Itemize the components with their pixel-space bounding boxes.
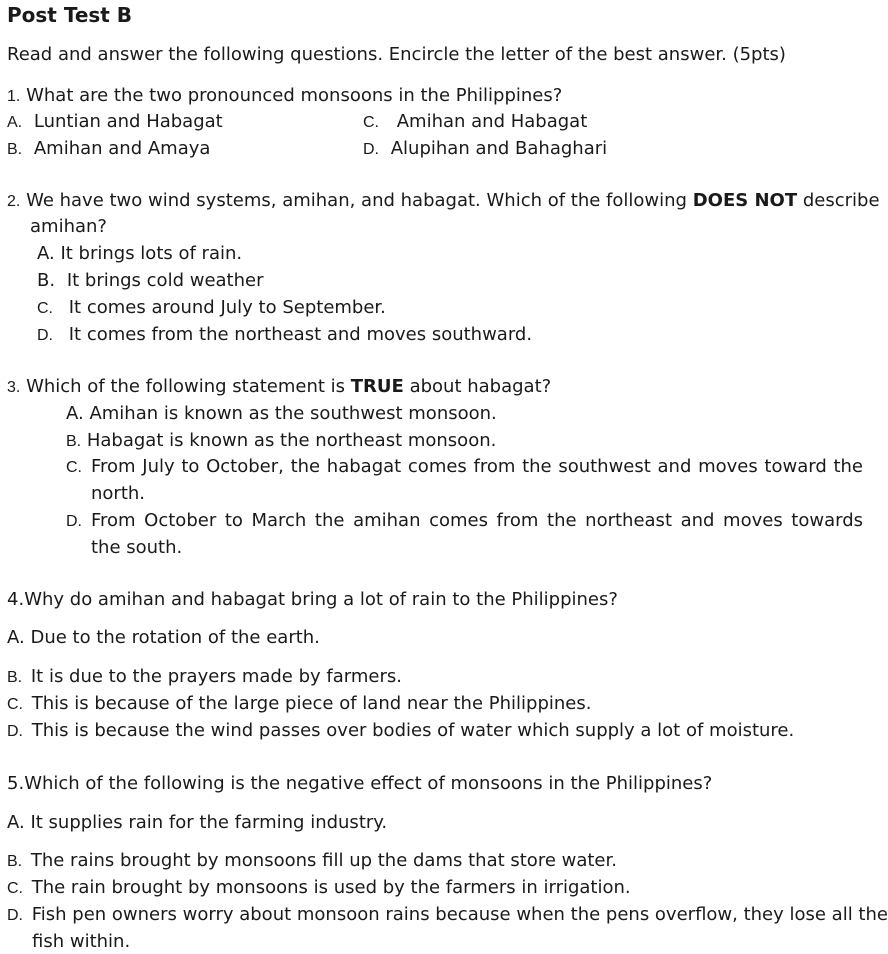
option-text: Habagat is known as the northeast monsoon. [86,430,497,451]
page-title: Post Test B [7,3,133,27]
q5-option-a[interactable] [7,811,387,835]
q4-option-c[interactable] [7,692,591,717]
q5-option-b[interactable] [7,849,617,874]
option-text: It is due to the prayers made by farmers. [30,666,402,687]
question-text: What are the two pronounced monsoons in the Philippines? [26,85,563,106]
option-letter: C. [7,696,23,713]
q1-option-a[interactable] [7,110,223,135]
option-letter: B. [7,141,23,158]
q3-option-a[interactable] [66,402,497,426]
option-letter: A. [37,243,55,264]
option-text: Fish pen owners worry about monsoon rains because when the pens overflow, they lose all the [31,904,888,925]
question-text: Which of the following statement is [26,376,351,397]
q1-option-c[interactable] [363,110,587,135]
q3-option-c[interactable]: From July to October, the habagat comes from the southwest and moves toward the north. [91,456,863,504]
q2-option-d[interactable] [37,323,532,348]
question-4 [7,588,618,612]
q2-option-a[interactable] [37,242,242,266]
option-text: It brings lots of rain. [60,243,243,264]
option-letter: D. [7,907,23,924]
q4-option-d[interactable] [7,719,794,744]
option-text: Amihan is known as the southwest monsoon. [89,403,497,424]
question-1 [7,84,562,109]
option-letter: D. [7,723,23,740]
instructions: Read and answer the following questions. Encircle the letter of the best answer. (5pts) [7,44,786,65]
option-letter: D. [363,141,379,158]
option-text: It comes around July to September. [68,297,386,318]
q3-option-b[interactable] [66,429,496,454]
question-text: Why do amihan and habagat bring a lot of rain to the Philippines? [24,589,618,610]
question-text-end: describe [797,190,880,211]
question-emphasis: DOES NOT [692,190,798,211]
option-letter: A. [7,114,23,131]
question-2-continued: amihan? [30,216,107,237]
question-2 [7,189,880,214]
q5-option-c[interactable] [7,876,631,901]
option-letter: B. [7,669,23,686]
q4-option-b[interactable] [7,665,402,690]
option-text: Alupihan and Bahaghari [390,138,608,159]
option-text: Luntian and Habagat [33,111,223,132]
question-number: 2. [7,193,21,210]
option-text: Amihan and Habagat [396,111,588,132]
question-number: 3. [7,379,21,396]
question-number: 5. [7,773,25,794]
option-letter: B. [66,433,82,450]
question-number: 4. [7,589,25,610]
q3-option-d[interactable]: From October to March the amihan comes from the northeast and moves towards the south. [91,510,863,558]
option-text: The rain brought by monsoons is used by the farmers in irrigation. [31,877,631,898]
option-text: Amihan and Amaya [33,138,211,159]
question-text-end: about habagat? [403,376,552,397]
option-text: This is because of the large piece of land near the Philippines. [31,693,592,714]
option-letter: C. [363,114,379,131]
q4-option-a[interactable] [7,626,320,650]
q1-option-b[interactable] [7,137,210,162]
q5-option-d[interactable] [7,903,888,928]
question-5 [7,772,712,796]
option-text: It supplies rain for the farming industry. [30,812,388,833]
question-3 [7,375,551,400]
option-letter: B. [7,853,23,870]
option-text: Due to the rotation of the earth. [30,627,320,648]
option-text: This is because the wind passes over bodies of water which supply a lot of moisture. [31,720,795,741]
option-letter: D. [37,327,53,344]
option-letter: B. [37,270,56,291]
q2-option-c[interactable] [37,296,386,321]
question-number: 1. [7,88,21,105]
option-letter: A. [66,403,84,424]
option-letter: A. [7,812,25,833]
question-text: We have two wind systems, amihan, and habagat. Which of the following [26,190,693,211]
option-letter-d: D. [66,513,82,530]
q1-option-d[interactable] [363,137,607,162]
option-text: The rains brought by monsoons fill up the dams that store water. [30,850,617,871]
option-text: It comes from the northeast and moves southward. [68,324,533,345]
option-letter-c: C. [66,459,82,476]
q5-option-d-continued: fish within. [32,931,131,952]
question-text: Which of the following is the negative effect of monsoons in the Philippines? [24,773,713,794]
option-letter: C. [37,300,53,317]
option-letter: C. [7,880,23,897]
q2-option-b[interactable] [37,269,264,293]
option-text: It brings cold weather [66,270,264,291]
option-letter: A. [7,627,25,648]
question-emphasis: TRUE [350,376,404,397]
